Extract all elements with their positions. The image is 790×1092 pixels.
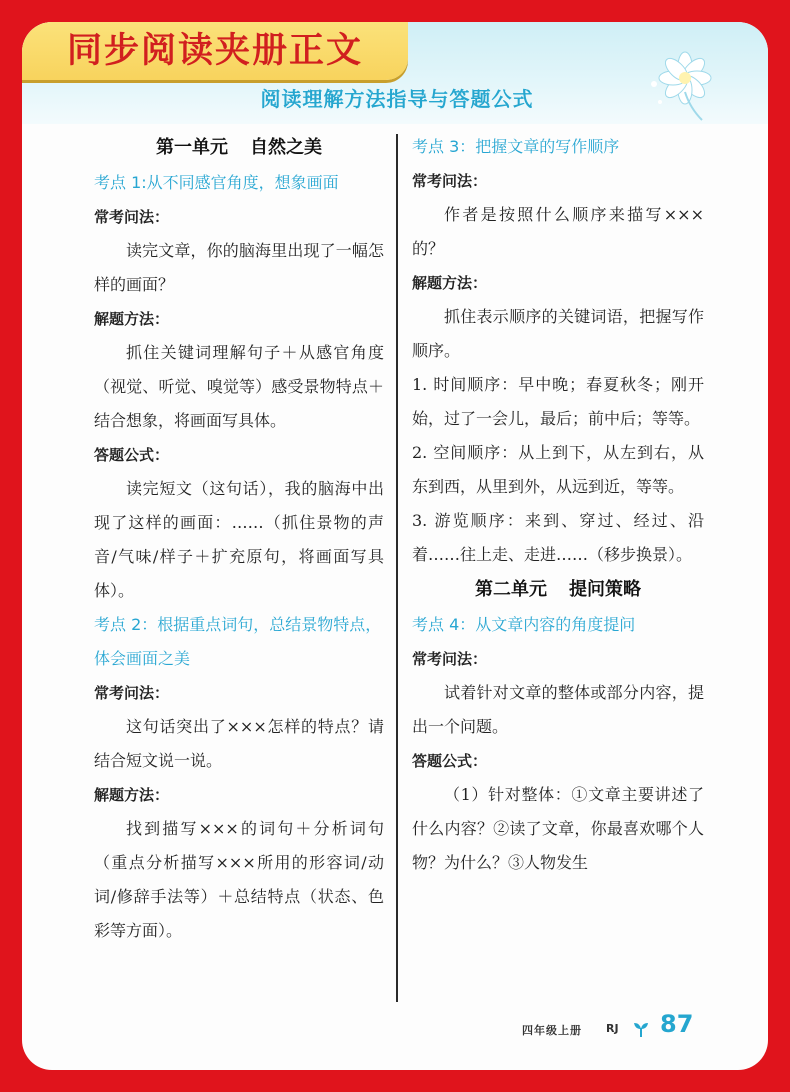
unit-title-1: [94, 130, 384, 166]
right-column: [412, 130, 704, 880]
formula-label: 答题公式：: [412, 752, 488, 770]
page-number: 87: [660, 1010, 694, 1038]
sprout-icon: [632, 1020, 650, 1038]
left-column: [94, 130, 384, 948]
page-footer: [522, 1012, 752, 1046]
banner: [22, 22, 408, 80]
formula-text: （1）针对整体：①文章主要讲述了什么内容？②读了文章，你最喜欢哪个人物？为什么？③人物发生: [412, 785, 704, 872]
exam-point-1: 考点 1:从不同感官角度，想象画面: [94, 173, 339, 192]
unit-number: 第一单元: [156, 137, 228, 158]
banner-title: 同步阅读夹册正文: [66, 31, 363, 71]
question-text: 作者是按照什么顺序来描写×××的？: [412, 205, 704, 258]
order-item-tour: 3. 游览顺序：来到、穿过、经过、沿着……往上走、走进……（移步换景）。: [412, 511, 704, 564]
unit-theme: 自然之美: [250, 137, 322, 158]
column-divider: [396, 134, 398, 1002]
order-item-space: 2. 空间顺序：从上到下，从左到右，从东到西，从里到外，从远到近，等等。: [412, 443, 704, 496]
flower-decoration-icon: [640, 44, 730, 124]
method-text: 抓住关键词理解句子＋从感官角度（视觉、听觉、嗅觉等）感受景物特点＋结合想象，将画面写具体。: [94, 343, 384, 430]
exam-point-4: 考点 4：从文章内容的角度提问: [412, 615, 636, 634]
question-label: 常考问法：: [412, 172, 488, 190]
unit-theme: 提问策略: [569, 579, 641, 600]
question-label: 常考问法：: [412, 650, 488, 668]
method-label: 解题方法：: [412, 274, 488, 292]
method-text: 抓住表示顺序的关键词语，把握写作顺序。: [412, 307, 704, 360]
order-item-time: 1. 时间顺序：早中晚；春夏秋冬；刚开始，过了一会儿，最后；前中后；等等。: [412, 375, 704, 428]
method-text: 找到描写×××的词句＋分析词句（重点分析描写×××所用的形容词/动词/修辞手法等）＋总结特点（状态、色彩等方面）。: [94, 819, 384, 940]
unit-title-2: [412, 572, 704, 608]
question-text: 试着针对文章的整体或部分内容，提出一个问题。: [412, 683, 704, 736]
subtitle: 阅读理解方法指导与答题公式: [260, 87, 534, 110]
question-label: 常考问法：: [94, 208, 170, 226]
formula-text: 读完短文（这句话），我的脑海中出现了这样的画面：……（抓住景物的声音/气味/样子＋扩充原句，将画面写具体）。: [94, 479, 384, 600]
edition-label: RJ: [606, 1022, 619, 1035]
unit-number: 第二单元: [475, 579, 547, 600]
question-label: 常考问法：: [94, 684, 170, 702]
page-frame: [22, 22, 768, 1070]
formula-label: 答题公式：: [94, 446, 170, 464]
question-text: 这句话突出了×××怎样的特点？请结合短文说一说。: [94, 717, 384, 770]
grade-label: 四年级上册: [522, 1024, 582, 1037]
exam-point-2: 考点 2：根据重点词句，总结景物特点，体会画面之美: [94, 615, 382, 668]
question-text: 读完文章，你的脑海里出现了一幅怎样的画面？: [94, 241, 384, 294]
exam-point-3: 考点 3：把握文章的写作顺序: [412, 137, 620, 156]
method-label: 解题方法：: [94, 786, 170, 804]
method-label: 解题方法：: [94, 310, 170, 328]
